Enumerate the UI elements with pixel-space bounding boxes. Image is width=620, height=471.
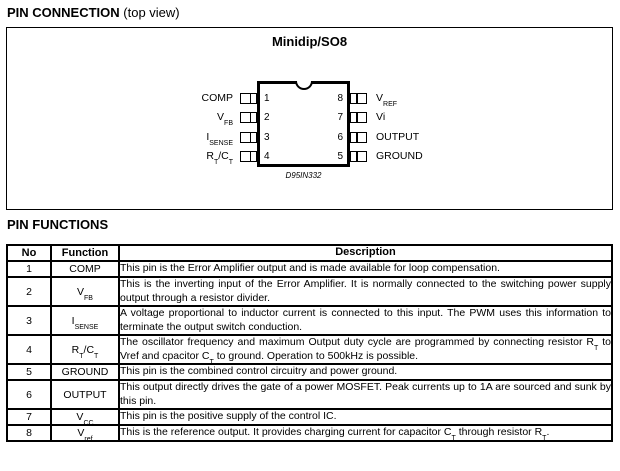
pin-number: 2: [264, 112, 270, 123]
pin-number: 5: [337, 151, 343, 162]
table-row: [7, 409, 612, 425]
pin-function: GROUND: [51, 364, 119, 380]
pin-function: $V_{CC}$: [51, 409, 119, 425]
pin-description: This is the inverting input of the Error Amplifier. It is normally connected to the switching power supply output through a resistor divider.: [119, 277, 612, 306]
column-header-function: Function: [51, 245, 119, 261]
pin-label-comp: COMP: [201, 92, 233, 104]
notch-icon: [295, 81, 313, 90]
pin-description: This pin is the Error Amplifier output and is made available for loop compensation.: [119, 261, 612, 277]
pin-function: $R_T/C_T$: [51, 335, 119, 364]
column-header-description: Description: [119, 245, 612, 261]
pin-no: 1: [7, 261, 51, 277]
pin-number: 1: [264, 93, 270, 104]
column-header-no: No: [7, 245, 51, 261]
pin-description: This output directly drives the gate of a power MOSFET. Peak currents up to 1A are sourced and sunk by this pin.: [119, 380, 612, 409]
pin-no: 4: [7, 335, 51, 364]
pin-number: 4: [264, 151, 270, 162]
pin-no: 2: [7, 277, 51, 306]
pin-no: 6: [7, 380, 51, 409]
pin-no: 3: [7, 306, 51, 335]
package-title: Minidip/SO8: [271, 34, 348, 49]
pin-function: OUTPUT: [51, 380, 119, 409]
pin-label-isense: $I_{SENSE}$: [206, 131, 233, 148]
pin-label-rtct: $R_T/C_T$: [206, 150, 233, 167]
pin-connection-heading-bold: PIN CONNECTION: [7, 5, 120, 20]
pin-label-ground: GROUND: [376, 150, 423, 162]
table-row: [7, 277, 612, 306]
pin-label-vref: $V_{REF}$: [376, 92, 398, 109]
table-row: [7, 335, 612, 364]
pin-pad-icon: [350, 93, 367, 104]
pin-no: 5: [7, 364, 51, 380]
pin-connection-box: [6, 27, 613, 210]
pin-row-8: [7, 92, 612, 109]
pin-functions-table: [6, 244, 613, 442]
pin-no: 7: [7, 409, 51, 425]
figure-code: D95IN332: [285, 171, 322, 180]
pin-number: 3: [264, 132, 270, 143]
pin-pad-icon: [350, 112, 367, 123]
pin-number: 6: [337, 132, 343, 143]
pin-function: $V_{FB}$: [51, 277, 119, 306]
pin-connection-heading-suffix: (top view): [119, 5, 180, 20]
pin-description: The oscillator frequency and maximum Output duty cycle are programmed by connecting resistor $R_T$ to Vref and cpacitor $C_T$ to ground. Operation to 500kHz is possible.: [120, 336, 611, 366]
table-row: [7, 364, 612, 380]
pin-label-output: OUTPUT: [376, 131, 420, 143]
pin-row-6: [7, 131, 612, 148]
pin-row-5: [7, 150, 612, 167]
pin-function: COMP: [51, 261, 119, 277]
pin-pad-icon: [350, 151, 367, 162]
table-row: [7, 261, 612, 277]
pin-description: This pin is the positive supply of the control IC.: [119, 409, 612, 425]
pin-description: This pin is the combined control circuitry and power ground.: [119, 364, 612, 380]
pin-description: A voltage proportional to inductor current is connected to this input. The PWM uses this information to terminate the output switch conduction.: [119, 306, 612, 335]
pin-description: This is the reference output. It provides charging current for capacitor $C_T$ through resistor $R_T$.: [119, 425, 612, 441]
pin-function: $I_{SENSE}$: [51, 306, 119, 335]
pin-pad-icon: [350, 132, 367, 143]
pin-row-7: [7, 111, 612, 128]
table-row: [7, 306, 612, 335]
pin-function: $V_{ref}$: [51, 425, 119, 441]
pin-label-vi: Vi: [376, 111, 386, 123]
pin-number: 7: [337, 112, 343, 123]
table-row: [7, 380, 612, 409]
table-header-row: [7, 245, 612, 261]
pin-no: 8: [7, 425, 51, 441]
pin-number: 8: [337, 93, 343, 104]
table-row: [7, 425, 612, 441]
pin-functions-heading: PIN FUNCTIONS: [7, 217, 109, 232]
pin-label-vfb: $V_{FB}$: [217, 111, 233, 128]
pin-connection-heading: [7, 5, 180, 20]
